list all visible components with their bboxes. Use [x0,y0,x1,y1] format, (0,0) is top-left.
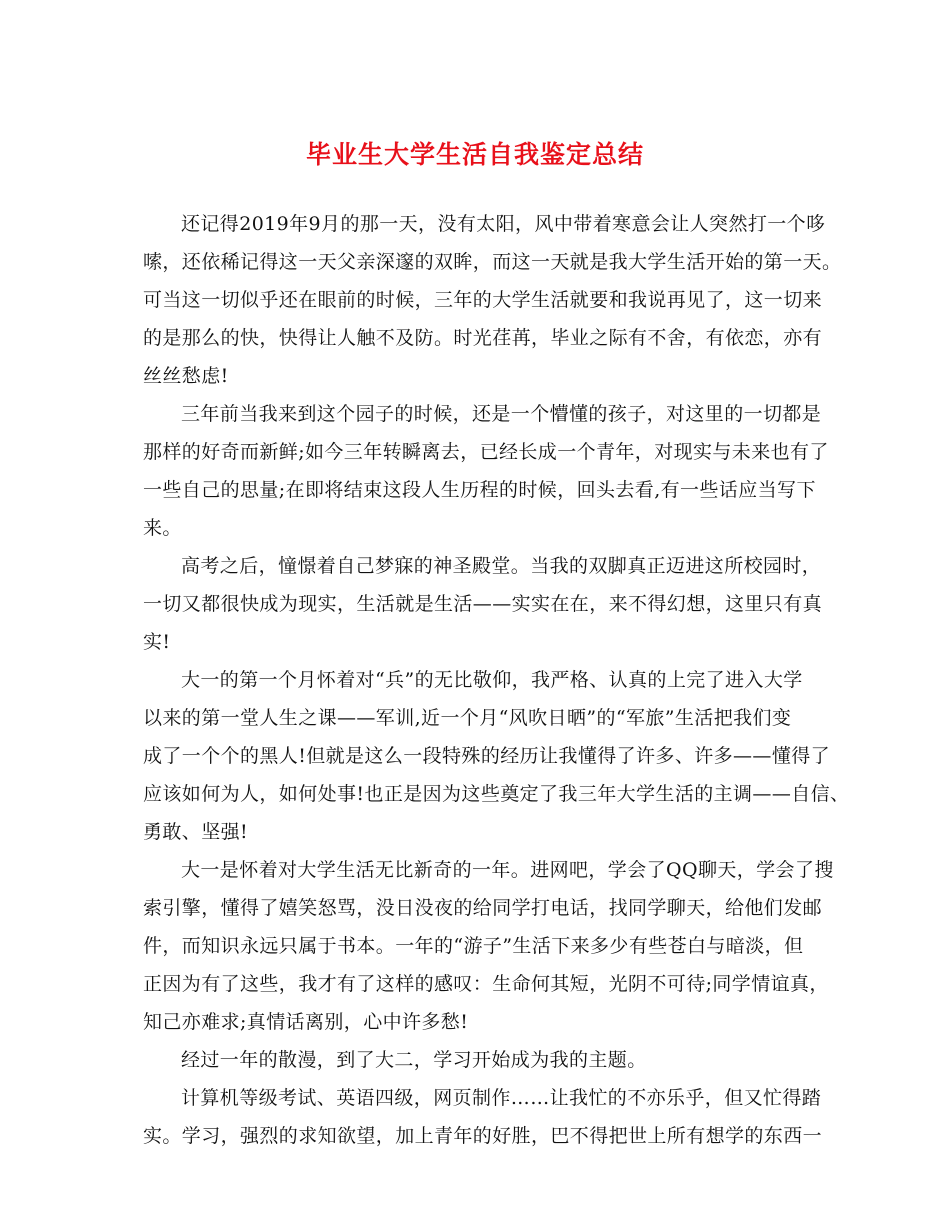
text-line: 实。学习，强烈的求知欲望，加上青年的好胜，巴不得把世上所有想学的东西一 [143,1125,823,1147]
text-line: 大一的第一个月怀着对“兵”的无比敬仰，我严格、认真的上完了进入大学 [181,669,803,691]
text-line: 索引擎，懂得了嬉笑怒骂，没日没夜的给同学打电话，找同学聊天，给他们发邮 [143,897,823,919]
document-title: 毕业生大学生活自我鉴定总结 [305,140,644,169]
text-line: 来。 [143,517,182,539]
text-line: 知己亦难求;真情话离别，心中许多愁! [143,1011,469,1033]
text-line: 可当这一切似乎还在眼前的时候，三年的大学生活就要和我说再见了，这一切来 [143,289,823,311]
text-line: 嗦，还依稀记得这一天父亲深邃的双眸，而这一天就是我大学生活开始的第一天。 [143,251,842,273]
text-line: 的是那么的快，快得让人触不及防。时光荏苒，毕业之际有不舍，有依恋，亦有 [143,327,823,349]
text-line: 丝丝愁虑! [143,365,229,387]
text-line: 大一是怀着对大学生活无比新奇的一年。进网吧，学会了QQ聊天，学会了搜 [181,859,834,881]
text-line: 成了一个个的黑人!但就是这么一段特殊的经历让我懂得了许多、许多——懂得了 [143,745,831,767]
text-line: 三年前当我来到这个园子的时候，还是一个懵懂的孩子，对这里的一切都是 [181,403,822,425]
text-line: 一些自己的思量;在即将结束这段人生历程的时候，回头去看,有一些话应当写下 [143,479,816,501]
text-line: 勇敢、坚强! [143,821,249,843]
text-line: 应该如何为人，如何处事!也正是因为这些奠定了我三年大学生活的主调——自信、 [143,783,850,805]
text-line: 还记得2019年9月的那一天，没有太阳，风中带着寒意会让人突然打一个哆 [181,213,826,235]
text-line: 正因为有了这些，我才有了这样的感叹：生命何其短，光阴不可待;同学情谊真， [143,973,829,995]
text-line: 那样的好奇而新鲜;如今三年转瞬离去，已经长成一个青年，对现实与未来也有了 [143,441,829,463]
text-line: 实! [143,631,171,653]
text-line: 计算机等级考试、英语四级，网页制作……让我忙的不亦乐乎，但又忙得踏 [181,1087,822,1109]
text-line: 一切又都很快成为现实，生活就是生活——实实在在，来不得幻想，这里只有真 [143,593,823,615]
text-line: 经过一年的散漫，到了大二，学习开始成为我的主题。 [181,1049,647,1071]
text-line: 高考之后，憧憬着自己梦寐的神圣殿堂。当我的双脚真正迈进这所校园时， [181,555,822,577]
text-line: 件，而知识永远只属于书本。一年的“游子”生活下来多少有些苍白与暗淡，但 [143,935,804,957]
text-line: 以来的第一堂人生之课——军训,近一个月“风吹日晒”的“军旅”生活把我们变 [143,707,792,729]
document-body [143,205,850,1155]
